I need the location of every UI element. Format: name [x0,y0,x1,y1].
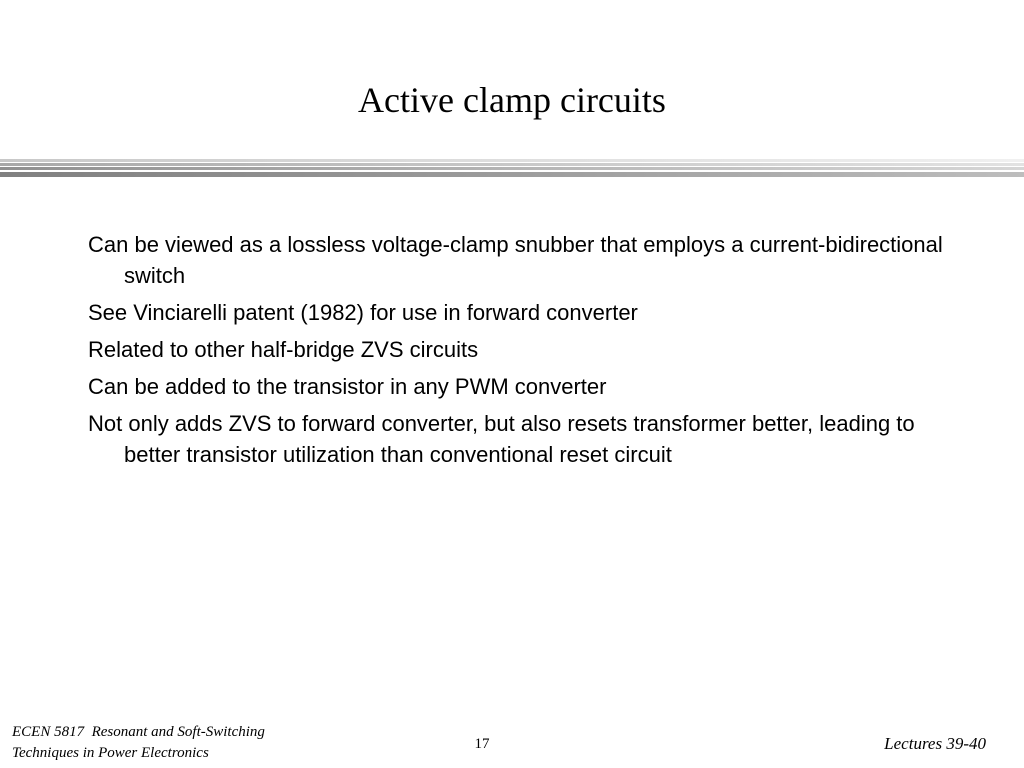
footer-course-line-2: Techniques in Power Electronics [12,745,209,761]
page-number: 17 [474,736,490,752]
bullet-list [88,229,968,476]
divider-stripe-3 [0,167,1024,170]
divider-stripe-2 [0,163,1024,166]
bullet-item: Can be viewed as a lossless voltage-clamp snubber that employs a current-bidirectional switch [88,232,943,288]
bullet-item: See Vinciarelli patent (1982) for use in forward converter [88,300,638,325]
footer-course-line-1: ECEN 5817 Resonant and Soft-Switching [12,724,265,740]
slide-title: Active clamp circuits [358,80,666,120]
divider-stripe-4 [0,172,1024,177]
divider-stripe-1 [0,159,1024,162]
bullet-item: Can be added to the transistor in any PWM converter [88,374,607,399]
bullet-item: Not only adds ZVS to forward converter, but also resets transformer better, leading to better transistor utilization than conventional reset circuit [88,411,915,467]
footer-lectures: Lectures 39-40 [884,734,986,753]
footer-course-info [12,722,265,764]
bullet-item: Related to other half-bridge ZVS circuits [88,337,479,362]
